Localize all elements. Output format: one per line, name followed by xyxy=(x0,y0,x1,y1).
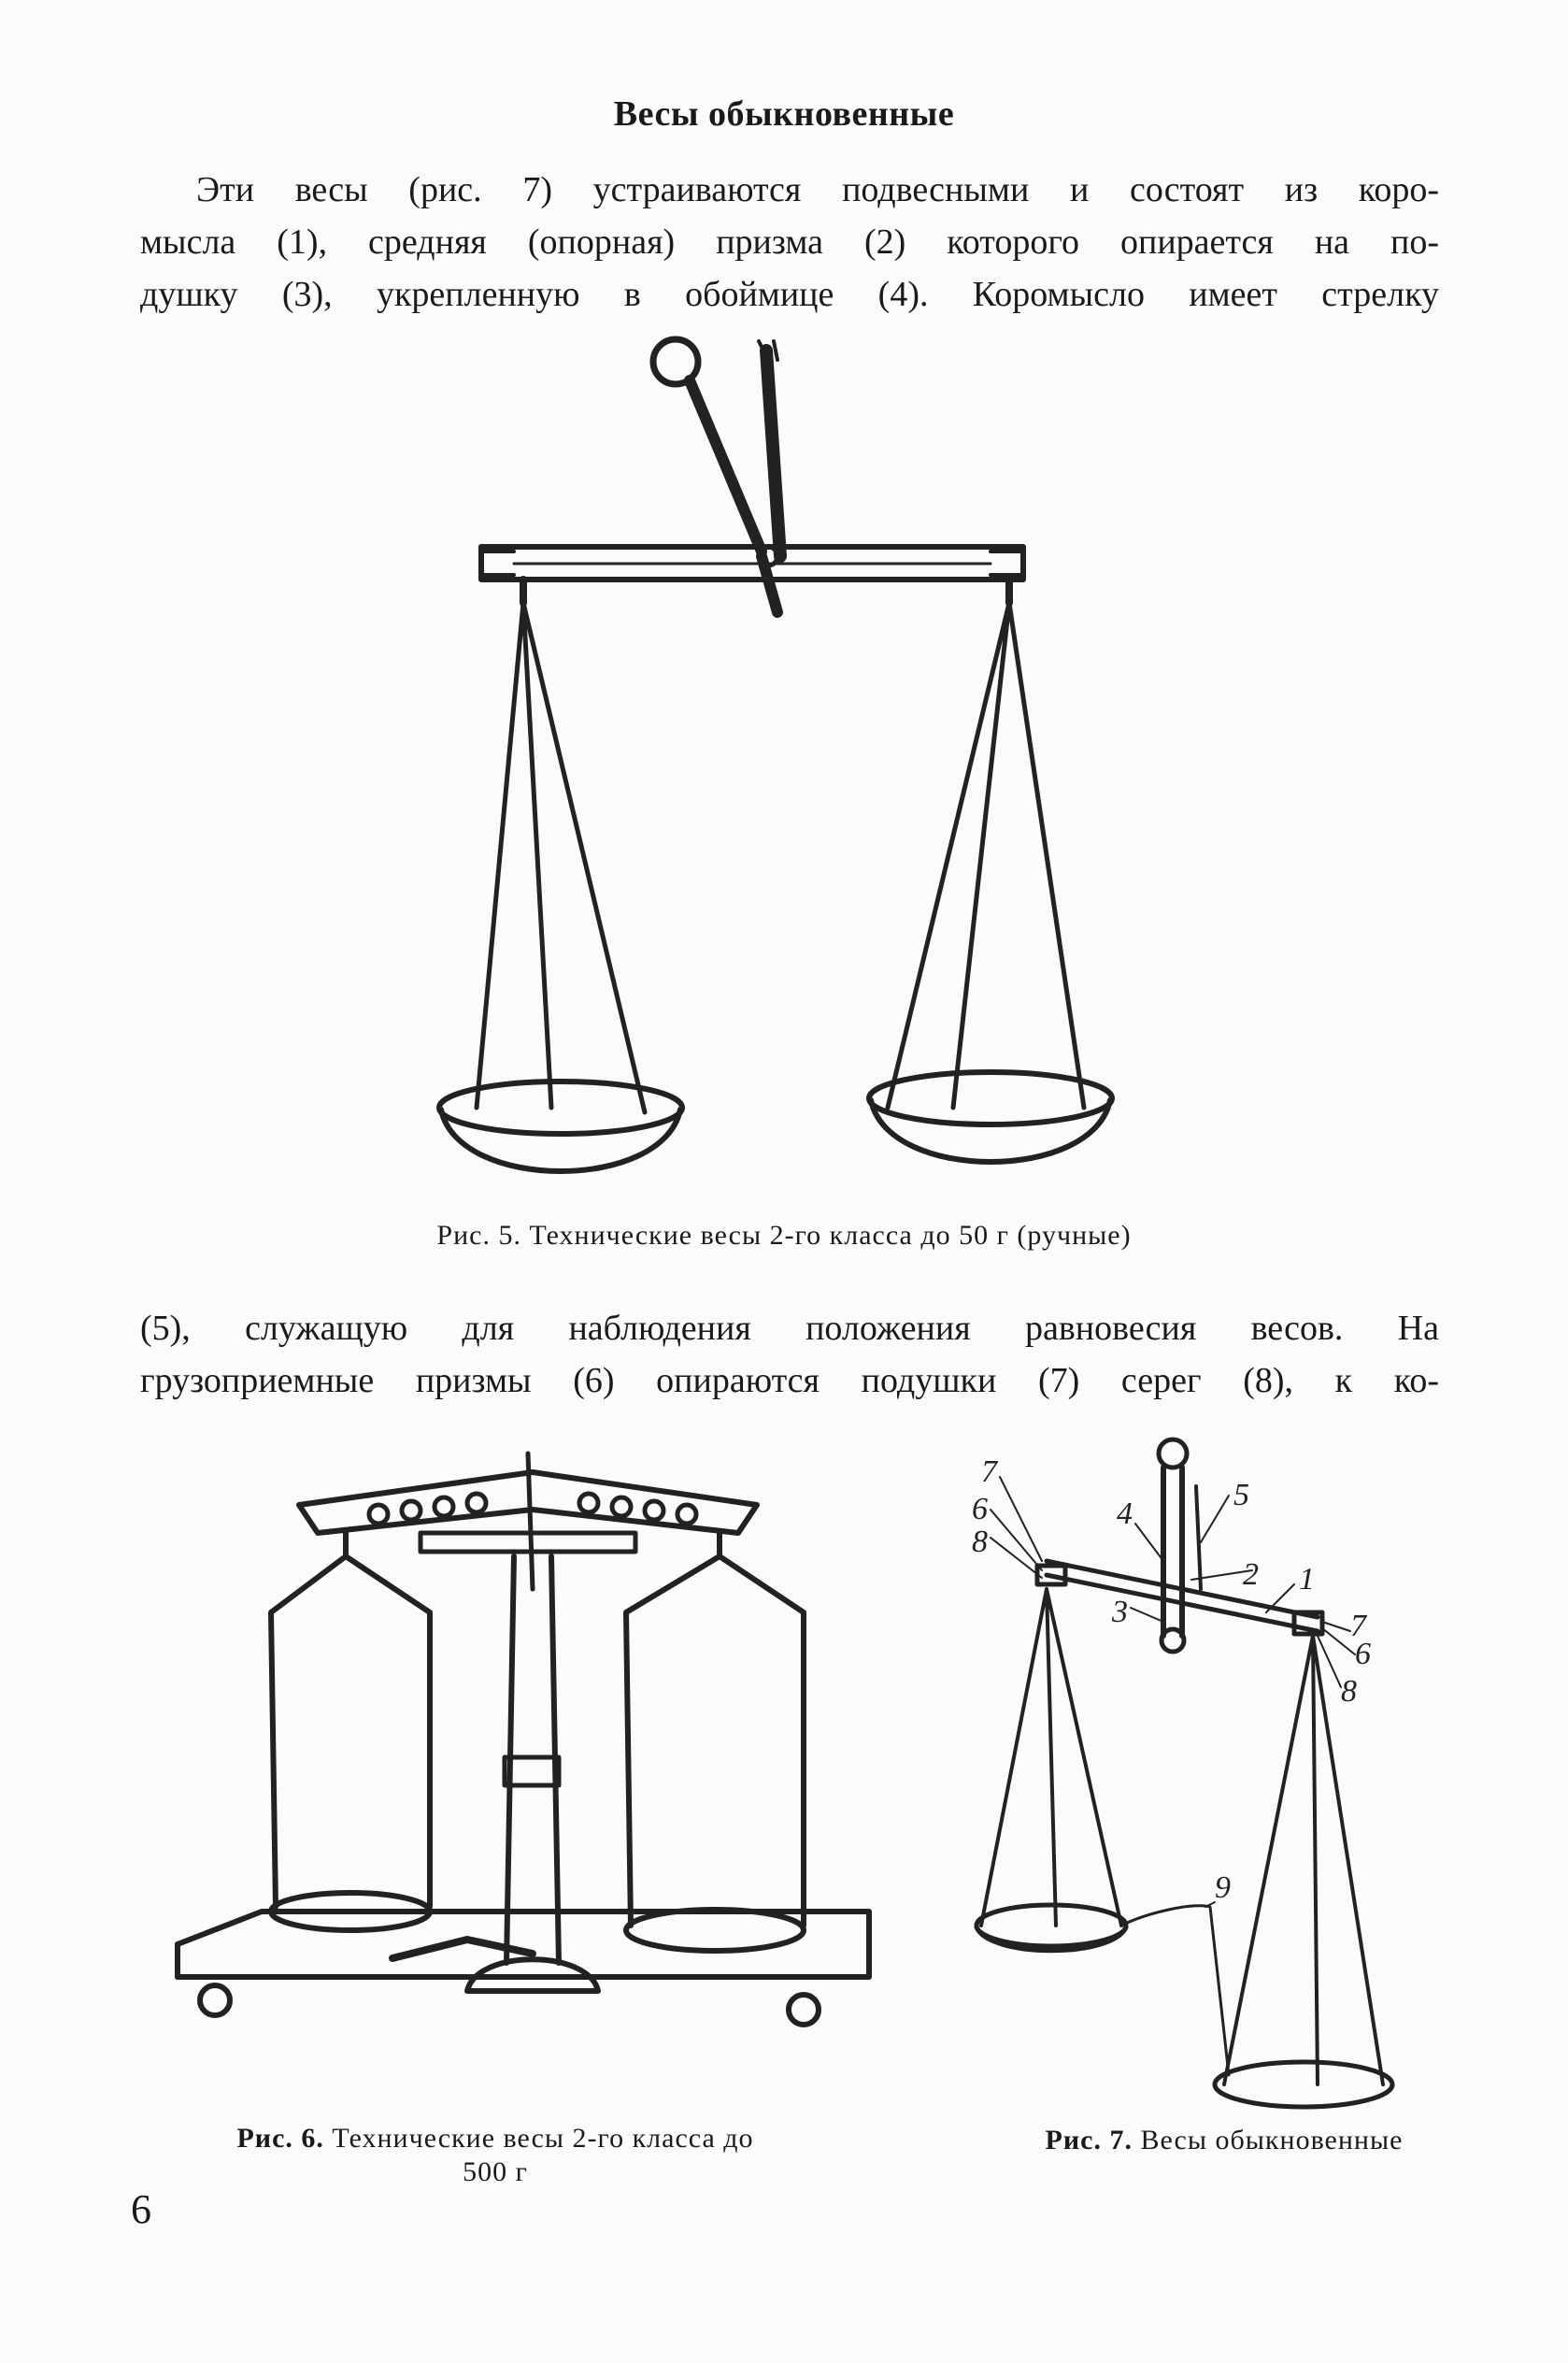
figure-5-hand-scale xyxy=(430,322,1140,1201)
paragraph-1-line: душку (3), укрепленную в обоймице (4). Коромысло имеет стрелку xyxy=(140,275,1439,314)
figure-5-caption-text: Технические весы 2-го класса до 50 г (ручные) xyxy=(529,1220,1132,1251)
figure-6-caption-label: Рис. 6. xyxy=(236,2123,324,2154)
paragraph-1 xyxy=(140,164,1439,321)
section-heading: Весы обыкновенные xyxy=(613,94,955,134)
figure-7-caption xyxy=(962,2125,1486,2156)
callout-9: 9 xyxy=(1215,1870,1231,1905)
callout-5: 5 xyxy=(1233,1478,1249,1512)
callout-6-right: 6 xyxy=(1355,1637,1371,1671)
paragraph-1-line: мысла (1), средняя (опорная) призма (2) которого опирается на по- xyxy=(140,222,1439,262)
callout-7-left: 7 xyxy=(981,1454,997,1489)
paragraph-1-line: Эти весы (рис. 7) устраиваются подвесными и состоят из коро- xyxy=(196,170,1439,209)
paragraph-2-line: грузоприемные призмы (6) опираются подушки (7) серег (8), к ко- xyxy=(140,1361,1439,1400)
paragraph-2-line: (5), служащую для наблюдения положения равновесия весов. На xyxy=(140,1309,1439,1348)
figure-6-caption xyxy=(131,2122,860,2189)
page-number: 6 xyxy=(131,2186,151,2232)
callout-8-left: 8 xyxy=(972,1525,988,1559)
figure-5-caption xyxy=(0,1220,1568,1252)
figure-6-caption-text: Технические весы 2-го класса до xyxy=(332,2123,754,2154)
callout-8-right: 8 xyxy=(1341,1674,1357,1709)
callout-1: 1 xyxy=(1299,1562,1315,1597)
paragraph-2 xyxy=(140,1302,1439,1407)
callout-3: 3 xyxy=(1112,1595,1128,1629)
callout-7-right: 7 xyxy=(1350,1609,1366,1643)
figure-7-caption-label: Рис. 7. xyxy=(1045,2125,1133,2155)
figure-7-ordinary-scale xyxy=(962,1430,1486,2112)
callout-2: 2 xyxy=(1243,1557,1259,1592)
callout-6-left: 6 xyxy=(972,1492,988,1526)
figure-6-caption-text-cont: 500 г xyxy=(463,2156,528,2187)
figure-7-caption-text: Весы обыкновенные xyxy=(1140,2125,1404,2155)
callout-4: 4 xyxy=(1117,1497,1133,1531)
figure-5-caption-label: Рис. 5. xyxy=(436,1220,521,1251)
figure-6-bench-scale xyxy=(159,1439,906,2094)
